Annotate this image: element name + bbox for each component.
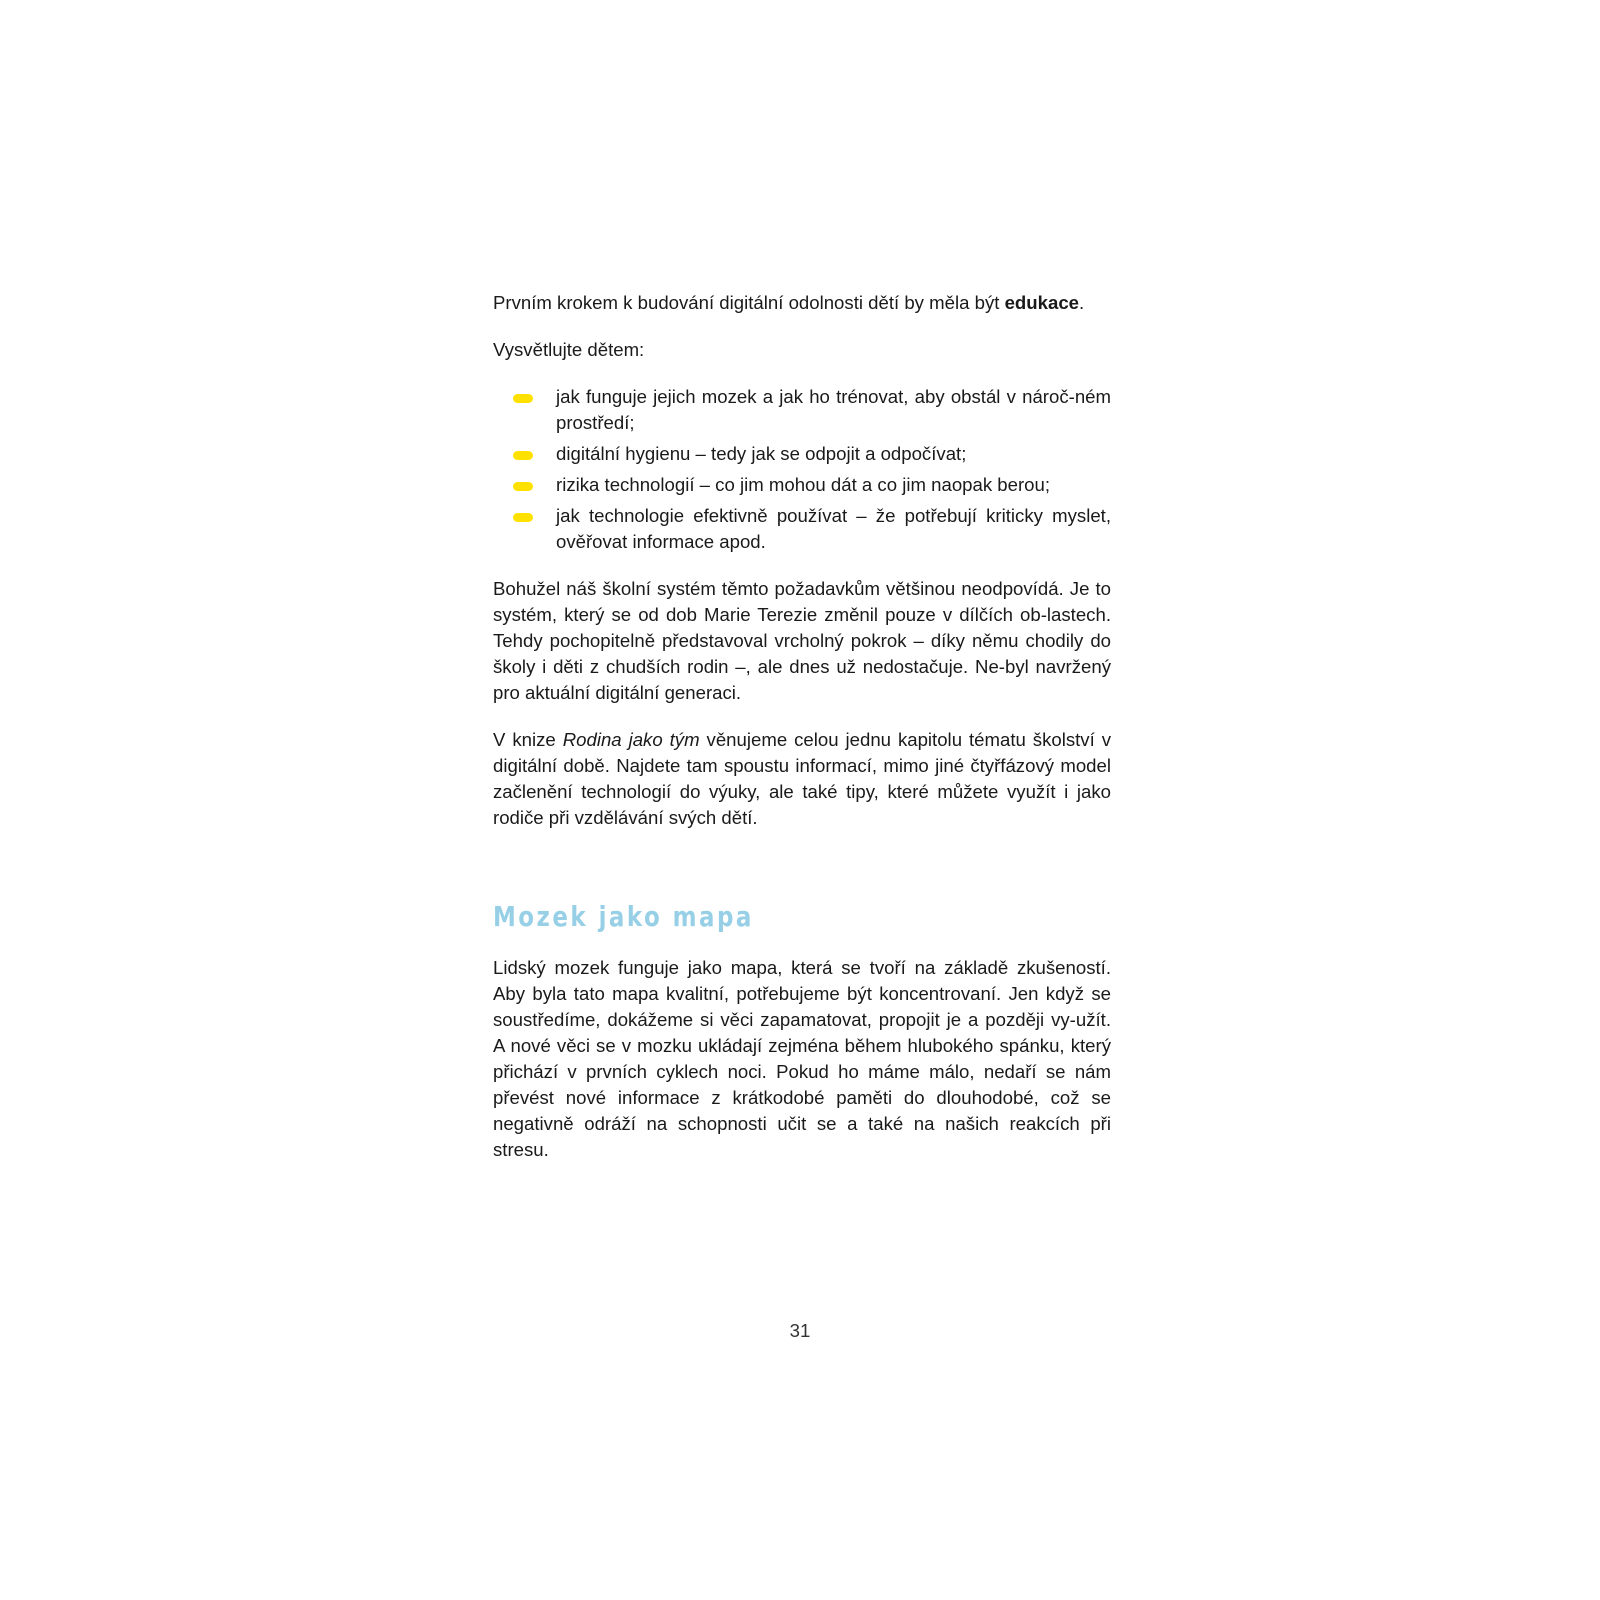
school-paragraph: Bohužel náš školní systém těmto požadavkům většinou neodpovídá. Je to systém, který se od dob Marie Terezie změnil pouze v dílčích ob-lastech. Tehdy pochopitelně představoval vrcholný pokrok – díky němu chodily do školy i děti z chudších rodin –, ale dnes už nedostačuje. Ne-byl navržený pro aktuální digitální generaci. — [493, 578, 1111, 703]
page-content — [493, 290, 1111, 1163]
bullet-marker-icon — [513, 513, 533, 522]
bullet-marker-icon — [513, 451, 533, 460]
bullet-list — [493, 384, 1111, 555]
bullet-marker-icon — [513, 482, 533, 491]
bullet-item — [493, 472, 1111, 498]
book-title: Rodina jako tým — [562, 729, 700, 750]
lead-paragraph: Vysvětlujte dětem: — [493, 339, 645, 360]
bullet-marker-icon — [513, 394, 533, 403]
bullet-text: digitální hygienu – tedy jak se odpojit a odpočívat; — [556, 443, 967, 464]
intro-bold-term: edukace — [1004, 292, 1080, 313]
bullet-item — [493, 441, 1111, 467]
intro-period: . — [1079, 292, 1085, 313]
bullet-text: jak funguje jejich mozek a jak ho trénovat, aby obstál v nároč-ném prostředí; — [556, 386, 1111, 433]
book-text-before: V knize — [493, 729, 563, 750]
page-number: 31 — [789, 1320, 811, 1341]
bullet-item — [493, 384, 1111, 436]
bullet-text: rizika technologií – co jim mohou dát a co jim naopak berou; — [556, 474, 1051, 495]
bullet-item — [493, 503, 1111, 555]
section-heading: Mozek jako mapa — [493, 900, 754, 933]
intro-text: Prvním krokem k budování digitální odolnosti dětí by měla být — [493, 292, 1005, 313]
book-text-after: věnujeme celou jednu kapitolu tématu školství v digitální době. Najdete tam spoustu informací, mimo jiné čtyřfázový model začlenění technologií do výuky, ale také tipy, které můžete využít i jako rodiče při vzdělávání svých dětí. — [493, 729, 1112, 828]
bullet-text: jak technologie efektivně používat – že potřebují kriticky myslet, ověřovat informace apod. — [556, 505, 1111, 552]
section-body-paragraph: Lidský mozek funguje jako mapa, která se tvoří na základě zkušeností. Aby byla tato mapa kvalitní, potřebujeme být koncentrovaní. Jen když se soustředíme, dokážeme si věci zapamatovat, propojit je a později vy-užít. A nové věci se v mozku ukládají zejména během hlubokého spánku, který přichází v prvních cyklech noci. Pokud ho máme málo, nedaří se nám převést nové informace z krátkodobé paměti do dlouhodobé, což se negativně odráží na schopnosti učit se a také na našich reakcích při stresu. — [493, 957, 1111, 1160]
book-paragraph — [493, 727, 1111, 831]
intro-paragraph — [493, 290, 1111, 316]
